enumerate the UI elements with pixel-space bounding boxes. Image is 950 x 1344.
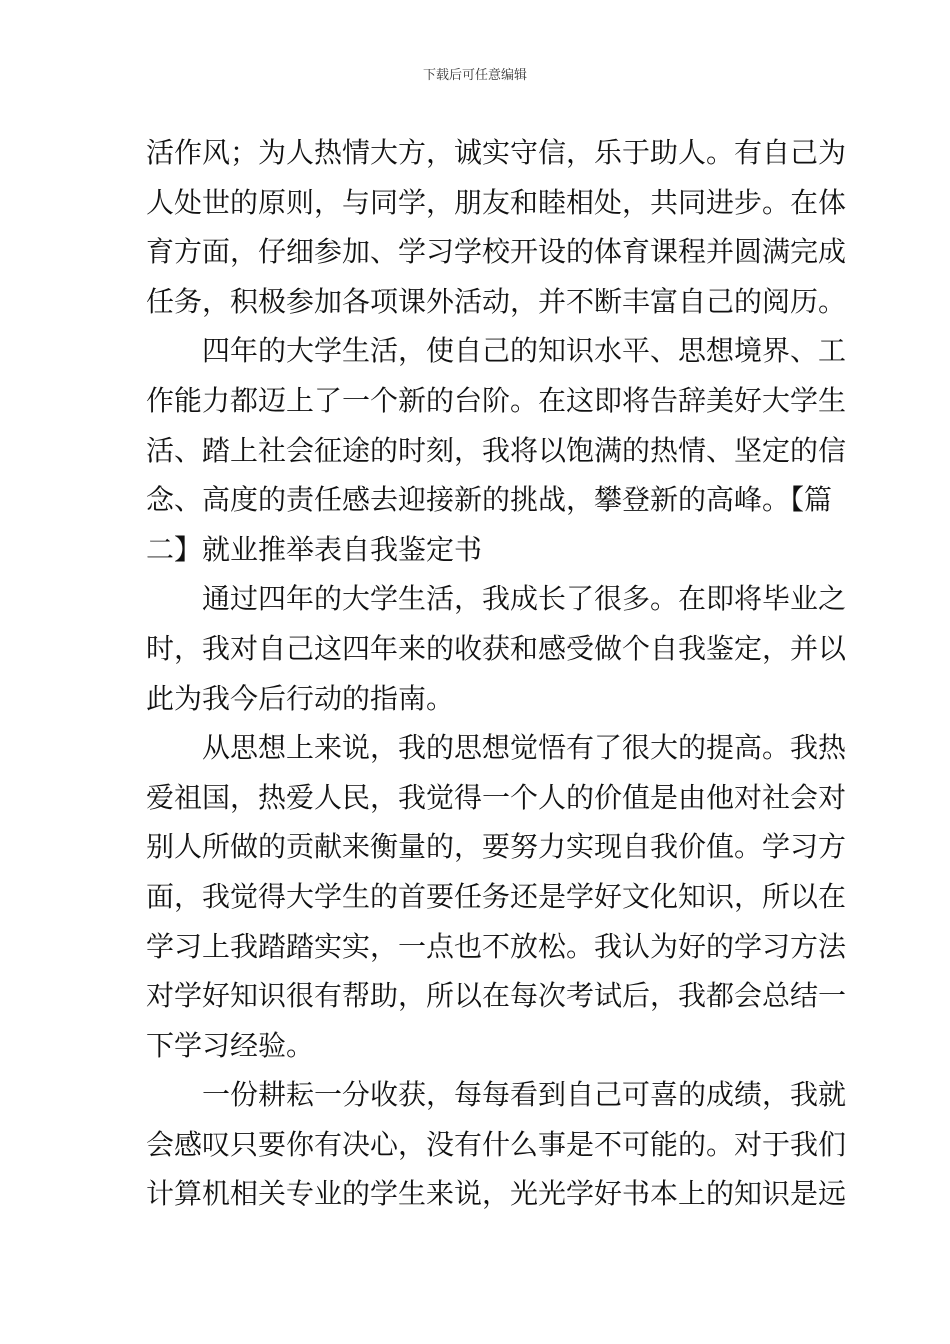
text-line: 别人所做的贡献来衡量的，要努力实现自我价值。学习方 bbox=[146, 830, 847, 864]
text-line: 对学好知识很有帮助，所以在每次考试后，我都会总结一 bbox=[146, 979, 847, 1013]
text-line: 念、高度的责任感去迎接新的挑战，攀登新的高峰。【篇 bbox=[146, 483, 833, 517]
text-line: 通过四年的大学生活，我成长了很多。在即将毕业之 bbox=[202, 582, 847, 616]
text-line: 任务，积极参加各项课外活动，并不断丰富自己的阅历。 bbox=[146, 284, 847, 318]
text-line: 作能力都迈上了一个新的台阶。在这即将告辞美好大学生 bbox=[146, 383, 847, 417]
text-line: 四年的大学生活，使自己的知识水平、思想境界、工 bbox=[202, 334, 847, 368]
text-line: 会感叹只要你有决心，没有什么事是不可能的。对于我们 bbox=[146, 1127, 847, 1161]
text-line: 计算机相关专业的学生来说，光光学好书本上的知识是远 bbox=[146, 1177, 847, 1211]
text-line: 时，我对自己这四年来的收获和感受做个自我鉴定，并以 bbox=[146, 631, 847, 665]
text-line: 一份耕耘一分收获，每每看到自己可喜的成绩，我就 bbox=[202, 1078, 847, 1112]
text-line: 二】就业推举表自我鉴定书 bbox=[146, 532, 483, 566]
text-line: 学习上我踏踏实实，一点也不放松。我认为好的学习方法 bbox=[146, 929, 847, 963]
text-line: 从思想上来说，我的思想觉悟有了很大的提高。我热 bbox=[202, 731, 847, 765]
text-line: 育方面，仔细参加、学习学校开设的体育课程并圆满完成 bbox=[146, 235, 847, 269]
text-line: 爱祖国，热爱人民，我觉得一个人的价值是由他对社会对 bbox=[146, 780, 847, 814]
text-line: 下学习经验。 bbox=[146, 1028, 315, 1062]
text-line: 活、踏上社会征途的时刻，我将以饱满的热情、坚定的信 bbox=[146, 433, 847, 467]
text-line: 面，我觉得大学生的首要任务还是学好文化知识，所以在 bbox=[146, 879, 847, 913]
text-line: 活作风；为人热情大方，诚实守信，乐于助人。有自己为 bbox=[146, 136, 847, 169]
text-line: 人处世的原则，与同学，朋友和睦相处，共同进步。在体 bbox=[146, 185, 847, 219]
text-line: 此为我今后行动的指南。 bbox=[146, 681, 455, 715]
page-header-note: 下载后可任意编辑 bbox=[422, 68, 527, 83]
document-body bbox=[146, 128, 847, 1219]
